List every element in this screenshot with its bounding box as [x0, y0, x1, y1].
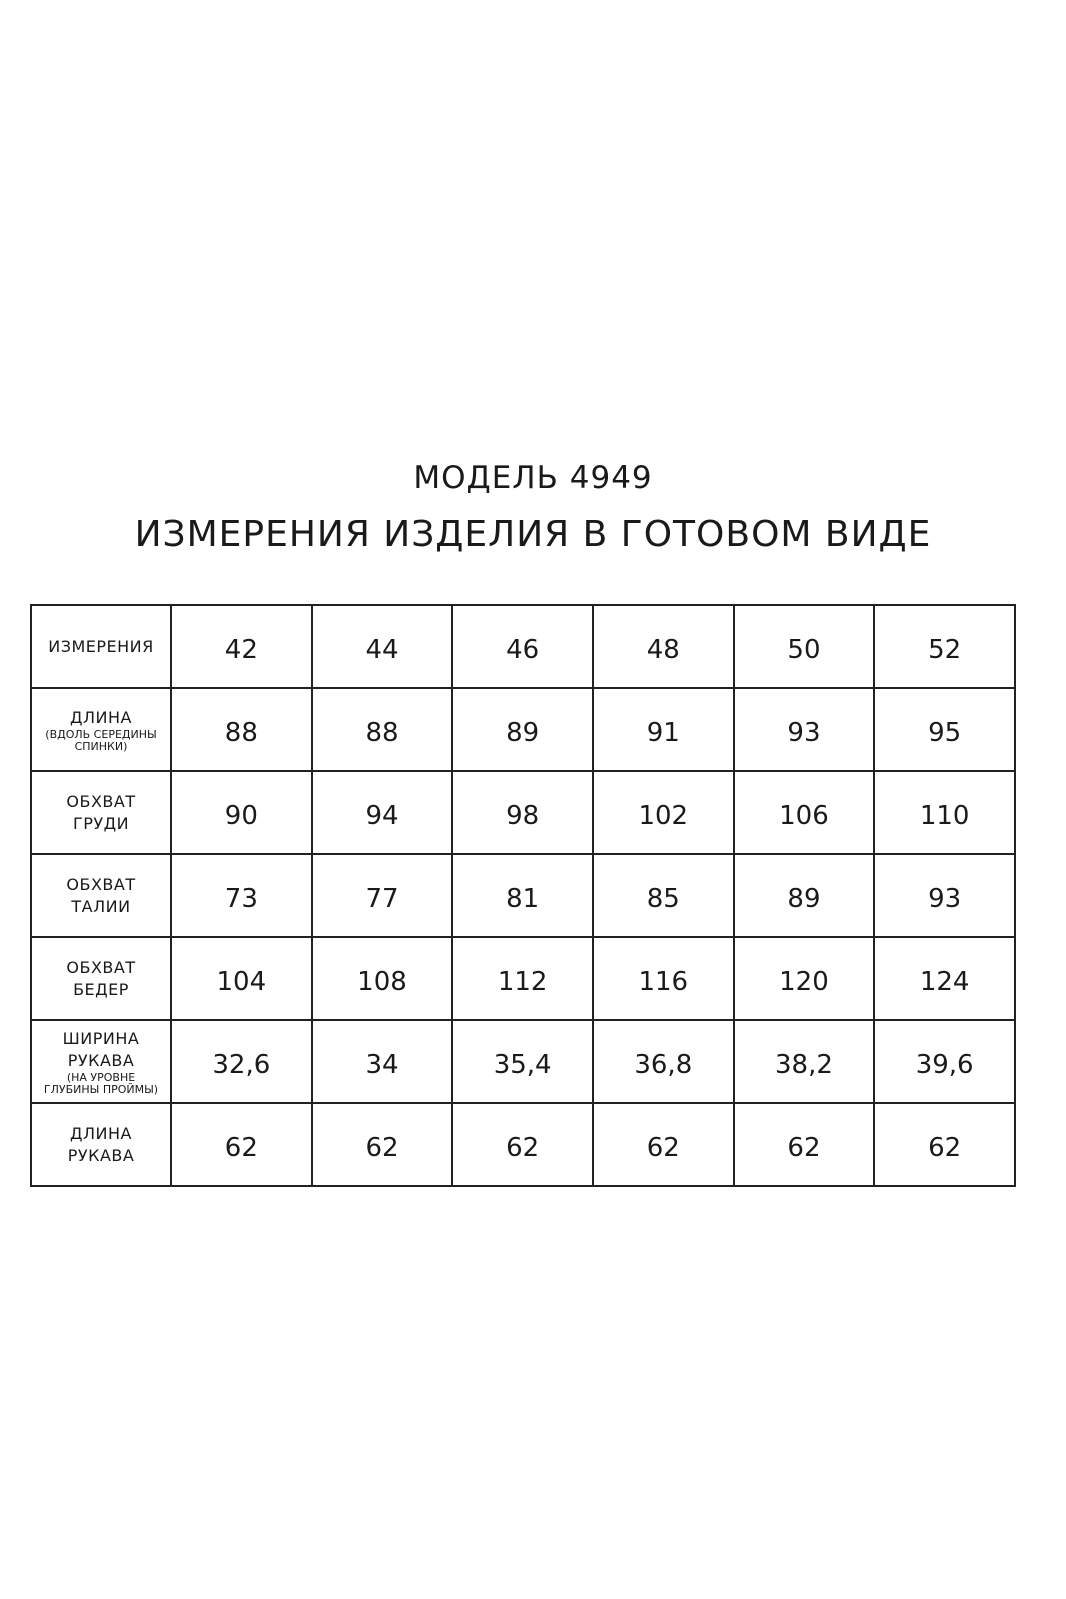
value-cell: [171, 1020, 312, 1103]
table-row: [31, 1103, 1015, 1186]
cell-value: 39,6: [915, 1049, 974, 1080]
cell-value: 81: [506, 883, 540, 914]
value-cell: [593, 1020, 734, 1103]
value-cell: [593, 605, 734, 688]
cell-value: 46: [506, 634, 540, 665]
cell-value: 95: [928, 717, 962, 748]
row-label-line: РУКАВА: [67, 1050, 135, 1070]
value-cell: [734, 937, 875, 1020]
cell-value: 104: [216, 966, 267, 997]
value-cell: [312, 937, 453, 1020]
cell-value: 89: [787, 883, 821, 914]
row-label: [31, 1103, 171, 1186]
row-label-line: ДЛИНА: [70, 707, 132, 727]
table-row: [31, 937, 1015, 1020]
cell-value: 85: [646, 883, 680, 914]
value-cell: [734, 605, 875, 688]
row-label: [31, 688, 171, 771]
row-label-line: ДЛИНА: [70, 1123, 132, 1143]
cell-value: 32,6: [212, 1049, 271, 1080]
row-label: [31, 771, 171, 854]
cell-value: 48: [646, 634, 680, 665]
size-table-body: [31, 605, 1015, 1186]
value-cell: [452, 854, 593, 937]
row-label-note: (ВДОЛЬ СЕРЕДИНЫ: [45, 727, 157, 741]
value-cell: [312, 1020, 453, 1103]
cell-value: 62: [928, 1132, 962, 1163]
cell-value: 124: [919, 966, 970, 997]
value-cell: [312, 771, 453, 854]
value-cell: [734, 854, 875, 937]
table-row: [31, 605, 1015, 688]
value-cell: [452, 688, 593, 771]
cell-value: 36,8: [634, 1049, 693, 1080]
row-label-line: ТАЛИИ: [71, 896, 131, 916]
cell-value: 62: [224, 1132, 258, 1163]
value-cell: [452, 1103, 593, 1186]
value-cell: [593, 937, 734, 1020]
table-row: [31, 1020, 1015, 1103]
value-cell: [312, 605, 453, 688]
value-cell: [593, 771, 734, 854]
value-cell: [874, 605, 1015, 688]
cell-value: 88: [365, 717, 399, 748]
cell-value: 108: [357, 966, 407, 997]
row-label: [31, 1020, 171, 1103]
cell-value: 77: [365, 883, 399, 914]
value-cell: [171, 771, 312, 854]
cell-value: 44: [365, 634, 399, 665]
value-cell: [171, 854, 312, 937]
cell-value: 62: [506, 1132, 540, 1163]
value-cell: [734, 688, 875, 771]
value-cell: [171, 605, 312, 688]
row-label: [31, 605, 171, 688]
row-label-note: ГЛУБИНЫ ПРОЙМЫ): [43, 1082, 159, 1096]
row-label-note: (НА УРОВНЕ: [66, 1070, 136, 1084]
cell-value: 50: [787, 634, 821, 665]
row-label-line: РУКАВА: [67, 1145, 135, 1165]
value-cell: [734, 771, 875, 854]
row-label-line: ОБХВАТ: [66, 874, 136, 894]
value-cell: [452, 1020, 593, 1103]
value-cell: [452, 605, 593, 688]
value-cell: [452, 937, 593, 1020]
cell-value: 98: [506, 800, 540, 831]
cell-value: 106: [779, 800, 829, 831]
value-cell: [312, 688, 453, 771]
cell-value: 52: [928, 634, 962, 665]
value-cell: [171, 1103, 312, 1186]
table-row: [31, 688, 1015, 771]
value-cell: [734, 1020, 875, 1103]
value-cell: [874, 1103, 1015, 1186]
table-row: [31, 771, 1015, 854]
row-label-line: ШИРИНА: [62, 1028, 140, 1048]
cell-value: 34: [365, 1049, 399, 1080]
value-cell: [593, 854, 734, 937]
row-label-line: БЕДЕР: [73, 979, 129, 999]
value-cell: [171, 937, 312, 1020]
cell-value: 88: [224, 717, 258, 748]
cell-value: 38,2: [775, 1049, 833, 1080]
value-cell: [734, 1103, 875, 1186]
value-cell: [452, 771, 593, 854]
row-label-note: СПИНКИ): [74, 739, 128, 753]
table-row: [31, 854, 1015, 937]
cell-value: 62: [646, 1132, 680, 1163]
cell-value: 42: [224, 634, 258, 665]
row-label-line: ОБХВАТ: [66, 957, 136, 977]
cell-value: 94: [365, 800, 399, 831]
value-cell: [874, 854, 1015, 937]
value-cell: [593, 688, 734, 771]
row-label: [31, 854, 171, 937]
size-table: [30, 604, 1016, 1187]
cell-value: 93: [787, 717, 821, 748]
cell-value: 120: [779, 966, 829, 997]
cell-value: 116: [638, 966, 689, 997]
value-cell: [874, 771, 1015, 854]
model-title: МОДЕЛЬ 4949: [413, 460, 653, 496]
row-label-line: ОБХВАТ: [66, 791, 136, 811]
value-cell: [874, 937, 1015, 1020]
cell-value: 112: [497, 966, 548, 997]
cell-value: 91: [646, 717, 680, 748]
cell-value: 89: [506, 717, 540, 748]
cell-value: 90: [224, 800, 258, 831]
cell-value: 110: [919, 800, 970, 831]
value-cell: [312, 854, 453, 937]
page-title: ИЗМЕРЕНИЯ ИЗДЕЛИЯ В ГОТОВОМ ВИДЕ: [134, 514, 932, 555]
value-cell: [593, 1103, 734, 1186]
cell-value: 62: [787, 1132, 821, 1163]
cell-value: 62: [365, 1132, 399, 1163]
row-label-line: ГРУДИ: [72, 813, 130, 833]
value-cell: [171, 688, 312, 771]
cell-value: 35,4: [493, 1049, 552, 1080]
row-label-line: ИЗМЕРЕНИЯ: [48, 636, 154, 656]
row-label: [31, 937, 171, 1020]
cell-value: 73: [224, 883, 258, 914]
value-cell: [874, 688, 1015, 771]
cell-value: 93: [928, 883, 962, 914]
value-cell: [874, 1020, 1015, 1103]
value-cell: [312, 1103, 453, 1186]
cell-value: 102: [638, 800, 689, 831]
